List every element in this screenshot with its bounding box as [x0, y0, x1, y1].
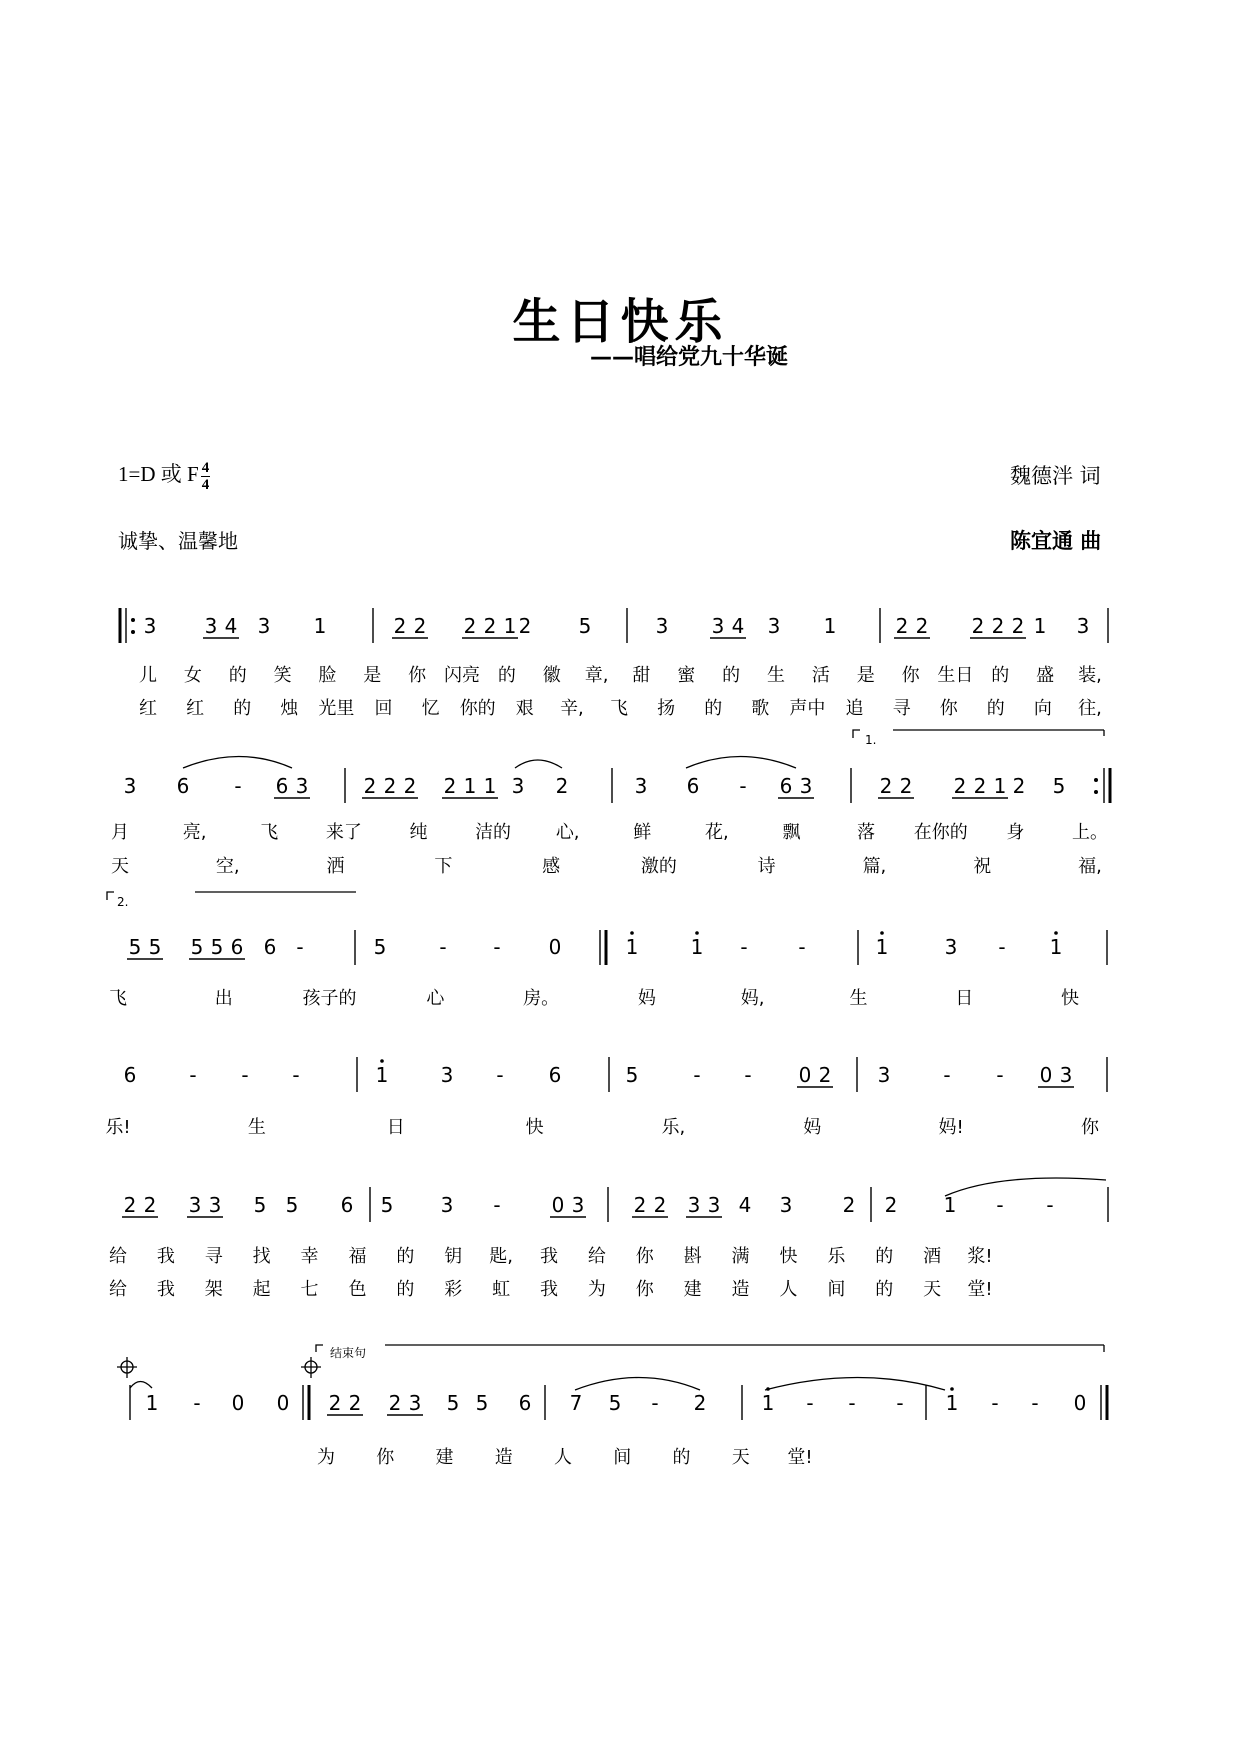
score-note: 1 — [625, 935, 639, 959]
lyric-syllable: 乐, — [661, 1117, 686, 1138]
lyric-syllable: 给 — [109, 1279, 127, 1300]
score-note: 1 — [875, 935, 889, 959]
lyric-syllable: 女 — [183, 665, 202, 686]
lyric-syllable: 我 — [540, 1279, 558, 1300]
lyric-syllable: 孩子的 — [302, 988, 357, 1009]
score-note: - — [193, 1391, 201, 1415]
score-note: 3 — [1076, 614, 1090, 638]
lyric-syllable: 生 — [247, 1117, 266, 1138]
score-note: 3 — [511, 774, 525, 798]
score-note: 1 — [503, 614, 517, 638]
lyric-syllable: 的 — [986, 698, 1005, 719]
time-bottom: 4 — [201, 476, 210, 493]
lyric-syllable: 回 — [374, 698, 393, 719]
score-note: 5 — [148, 935, 162, 959]
lyric-syllable: 色 — [348, 1279, 367, 1300]
lyric-syllable: 日 — [955, 988, 974, 1009]
lyric-syllable: 的 — [704, 698, 723, 719]
lyric-syllable: 心, — [555, 822, 580, 843]
score-note: 6 — [230, 935, 244, 959]
score-note: 0 — [1039, 1063, 1053, 1087]
lyric-syllable: 造 — [494, 1447, 513, 1468]
lyric-syllable: 追 — [845, 698, 864, 719]
score-note: 5 — [446, 1391, 460, 1415]
lyric-syllable: 的 — [497, 665, 516, 686]
lyric-syllable: 生 — [849, 988, 868, 1009]
score-note: 2 — [973, 774, 987, 798]
lyric-syllable: 给 — [109, 1246, 127, 1267]
score-note: 3 — [208, 1193, 222, 1217]
lyric-syllable: 辛, — [560, 698, 584, 719]
score-note: - — [996, 1193, 1004, 1217]
score-note: 0 — [276, 1391, 290, 1415]
score-note: 0 — [548, 935, 562, 959]
score-note: 2 — [463, 614, 477, 638]
lyric-syllable: 你 — [901, 665, 920, 686]
lyric-syllable: 扬 — [657, 698, 676, 719]
score-note: 4 — [731, 614, 745, 638]
lyric-syllable: 红 — [186, 698, 205, 719]
lyric-syllable: 妈 — [637, 988, 656, 1009]
lyric-syllable: 是 — [363, 665, 382, 686]
lyric-syllable: 日 — [386, 1117, 405, 1138]
score-note: 5 — [253, 1193, 267, 1217]
score-note: 2 — [895, 614, 909, 638]
lyric-syllable: 寻 — [204, 1246, 223, 1267]
score-note: 5 — [210, 935, 224, 959]
lyric-syllable: 人 — [554, 1447, 572, 1468]
lyric-syllable: 在你的 — [913, 822, 968, 843]
score-note: 1 — [483, 774, 497, 798]
lyric-syllable: 快 — [525, 1117, 544, 1138]
score-note: - — [848, 1391, 856, 1415]
score-note: - — [292, 1063, 300, 1087]
lyric-syllable: 装, — [1078, 665, 1102, 686]
score-note: 2 — [143, 1193, 157, 1217]
score-note: 2 — [971, 614, 985, 638]
score-note: 1 — [1033, 614, 1047, 638]
lyric-syllable: 建 — [435, 1447, 454, 1468]
score-note: 5 — [608, 1391, 622, 1415]
lyric-syllable: 烛 — [280, 698, 299, 719]
lyric-syllable: 飘 — [782, 822, 801, 843]
score-note: 2 — [443, 774, 457, 798]
score-note: 2 — [884, 1193, 898, 1217]
lyric-syllable: 造 — [731, 1279, 750, 1300]
score-note: 1 — [463, 774, 477, 798]
score-note: 2 — [879, 774, 893, 798]
key-text: 1=D 或 F — [118, 462, 199, 486]
lyric-syllable: 虹 — [492, 1279, 511, 1300]
lyric-syllable: 是 — [856, 665, 875, 686]
score-note: 5 — [578, 614, 592, 638]
lyric-syllable: 感 — [542, 856, 561, 877]
lyric-syllable: 快 — [779, 1246, 798, 1267]
score-note: 2 — [403, 774, 417, 798]
lyric-syllable: 生日 — [937, 665, 974, 686]
lyric-syllable: 笑 — [273, 665, 292, 686]
lyric-syllable: 我 — [156, 1246, 175, 1267]
lyric-syllable: 你 — [376, 1447, 395, 1468]
lyric-syllable: 上。 — [1072, 822, 1108, 843]
lyric-syllable: 天 — [731, 1447, 750, 1468]
lyric-syllable: 歌 — [751, 698, 770, 719]
score-note: - — [651, 1391, 659, 1415]
score-note: 2 — [393, 614, 407, 638]
score-note: 2 — [693, 1391, 707, 1415]
lyric-syllable: 你 — [635, 1279, 654, 1300]
lyric-syllable: 你 — [408, 665, 427, 686]
score-note: 3 — [779, 1193, 793, 1217]
score-note: - — [296, 935, 304, 959]
lyric-syllable: 的 — [672, 1447, 691, 1468]
score-note: 2 — [653, 1193, 667, 1217]
score-note: 0 — [551, 1193, 565, 1217]
lyric-syllable: 架 — [204, 1279, 223, 1300]
lyric-syllable: 快 — [1061, 988, 1079, 1009]
lyric-syllable: 活 — [811, 665, 830, 686]
score-note: - — [991, 1391, 999, 1415]
score-note: 1 — [145, 1391, 159, 1415]
score-note: 1 — [943, 1193, 957, 1217]
score-note: 6 — [779, 774, 793, 798]
lyric-syllable: 七 — [300, 1279, 319, 1300]
lyric-syllable: 妈 — [803, 1117, 822, 1138]
lyric-syllable: 建 — [683, 1279, 702, 1300]
lyric-syllable: 堂! — [967, 1279, 993, 1300]
lyric-syllable: 寻 — [892, 698, 911, 719]
score-note: 2 — [518, 614, 532, 638]
score-note: 5 — [625, 1063, 639, 1087]
score-note: 3 — [257, 614, 271, 638]
lyric-syllable: 光里 — [318, 698, 355, 719]
score-note: 5 — [373, 935, 387, 959]
score-note: 3 — [204, 614, 218, 638]
score-note: 6 — [263, 935, 277, 959]
coda-label: 结束句 — [330, 1346, 367, 1360]
lyric-syllable: 天 — [111, 856, 129, 877]
score-note: 2 — [555, 774, 569, 798]
lyric-syllable: 鲜 — [633, 822, 652, 843]
score-note: - — [693, 1063, 701, 1087]
score-note: 3 — [440, 1193, 454, 1217]
lyric-syllable: 身 — [1006, 822, 1025, 843]
lyric-syllable: 亮, — [182, 822, 207, 843]
lyric-syllable: 我 — [540, 1246, 558, 1267]
score-note: 2 — [1012, 774, 1026, 798]
score-note: 1 — [823, 614, 837, 638]
lyric-syllable: 的 — [396, 1246, 415, 1267]
lyric-syllable: 我 — [156, 1279, 175, 1300]
score-note: 2 — [899, 774, 913, 798]
lyric-syllable: 儿 — [139, 665, 157, 686]
score-note: - — [798, 935, 806, 959]
score-note: - — [493, 935, 501, 959]
score-note: 3 — [687, 1193, 701, 1217]
lyric-syllable: 浆! — [967, 1246, 993, 1267]
lyric-syllable: 往, — [1078, 698, 1102, 719]
score-note: 6 — [176, 774, 190, 798]
lyric-syllable: 向 — [1033, 698, 1052, 719]
lyric-syllable: 你 — [635, 1246, 654, 1267]
score-note: 3 — [634, 774, 648, 798]
score-note: - — [234, 774, 242, 798]
song-subtitle: ——唱给党九十华诞 — [590, 345, 789, 370]
lyric-syllable: 匙, — [489, 1246, 513, 1267]
lyric-syllable: 你 — [1081, 1117, 1099, 1138]
lyric-syllable: 飞 — [109, 988, 127, 1009]
score-note: - — [998, 935, 1006, 959]
lyric-syllable: 落 — [857, 822, 876, 843]
composer-credit: 陈宜通 曲 — [1010, 529, 1102, 553]
score-note: 2 — [123, 1193, 137, 1217]
lyric-syllable: 激的 — [640, 856, 677, 877]
score-note: - — [739, 774, 747, 798]
lyric-syllable: 幸 — [300, 1246, 319, 1267]
lyric-syllable: 篇, — [862, 856, 887, 877]
lyric-syllable: 空, — [215, 856, 240, 877]
score-note: 3 — [408, 1391, 422, 1415]
score-note: 0 — [231, 1391, 245, 1415]
score-note: 1 — [945, 1391, 959, 1415]
lyric-syllable: 堂! — [787, 1447, 813, 1468]
lyric-syllable: 给 — [587, 1246, 606, 1267]
score-note: - — [943, 1063, 951, 1087]
score-note: 2 — [915, 614, 929, 638]
score-note: 6 — [123, 1063, 137, 1087]
score-note: 2 — [842, 1193, 856, 1217]
score-note: 2 — [633, 1193, 647, 1217]
lyric-syllable: 飞 — [610, 698, 628, 719]
score-note: - — [806, 1391, 814, 1415]
score-note: 2 — [413, 614, 427, 638]
lyric-syllable: 的 — [722, 665, 741, 686]
score-note: 2 — [363, 774, 377, 798]
score-note: 3 — [711, 614, 725, 638]
lyric-syllable: 生 — [767, 665, 785, 686]
score-note: 7 — [569, 1391, 583, 1415]
volta-2-label: 2. — [117, 895, 129, 909]
score-note: 4 — [224, 614, 238, 638]
tempo-marking: 诚挚、温馨地 — [118, 529, 238, 553]
score-note: 6 — [340, 1193, 354, 1217]
score-note: 3 — [440, 1063, 454, 1087]
lyric-syllable: 妈! — [938, 1117, 964, 1138]
score-note: 2 — [388, 1391, 402, 1415]
score-note: 5 — [475, 1391, 489, 1415]
lyric-syllable: 乐! — [105, 1117, 131, 1138]
song-title: 生日快乐 — [512, 294, 729, 350]
lyric-syllable: 为 — [587, 1279, 606, 1300]
score-note: 6 — [518, 1391, 532, 1415]
score-note: 5 — [1052, 774, 1066, 798]
volta-1-label: 1. — [865, 733, 877, 747]
score-note: - — [896, 1391, 904, 1415]
lyric-syllable: 钥 — [444, 1246, 463, 1267]
score-note: 3 — [188, 1193, 202, 1217]
lyric-syllable: 起 — [252, 1279, 271, 1300]
lyric-syllable: 纯 — [409, 822, 428, 843]
score-note: - — [1046, 1193, 1054, 1217]
score-note: 2 — [383, 774, 397, 798]
score-note: 2 — [1011, 614, 1025, 638]
lyric-syllable: 酒 — [923, 1246, 942, 1267]
lyric-syllable: 乐 — [827, 1246, 846, 1267]
lyric-syllable: 满 — [731, 1246, 750, 1267]
score-note: 3 — [123, 774, 137, 798]
lyric-syllable: 找 — [252, 1246, 271, 1267]
score-note: 1 — [313, 614, 327, 638]
score-note: 3 — [143, 614, 157, 638]
score-note: 1 — [761, 1391, 775, 1415]
score-note: 2 — [953, 774, 967, 798]
lyric-syllable: 的 — [875, 1279, 894, 1300]
lyric-syllable: 甜 — [632, 665, 651, 686]
lyric-syllable: 出 — [214, 988, 233, 1009]
lyric-syllable: 月 — [111, 822, 129, 843]
score-note: 3 — [944, 935, 958, 959]
lyric-syllable: 的 — [875, 1246, 894, 1267]
score-note: 5 — [190, 935, 204, 959]
lyric-syllable: 间 — [613, 1447, 632, 1468]
lyric-syllable: 艰 — [515, 698, 534, 719]
lyric-syllable: 间 — [827, 1279, 846, 1300]
score-note: - — [740, 935, 748, 959]
score-note: 3 — [707, 1193, 721, 1217]
lyric-syllable: 房。 — [523, 988, 560, 1009]
score-note: 2 — [483, 614, 497, 638]
score-note: 6 — [686, 774, 700, 798]
lyric-syllable: 章, — [584, 665, 609, 686]
score-note: - — [496, 1063, 504, 1087]
lyric-syllable: 的 — [396, 1279, 415, 1300]
lyric-syllable: 蜜 — [677, 665, 696, 686]
lyric-syllable: 诗 — [757, 856, 776, 877]
lyric-syllable: 徽 — [542, 665, 561, 686]
score-note: 1 — [375, 1063, 389, 1087]
score-note: 2 — [348, 1391, 362, 1415]
score-note: 6 — [275, 774, 289, 798]
score-note: 6 — [548, 1063, 562, 1087]
score-note: 5 — [128, 935, 142, 959]
lyric-syllable: 的 — [233, 698, 252, 719]
score-note: - — [996, 1063, 1004, 1087]
lyric-syllable: 的 — [991, 665, 1010, 686]
score-note: 3 — [799, 774, 813, 798]
lyric-syllable: 你 — [939, 698, 958, 719]
score-note: 5 — [380, 1193, 394, 1217]
lyric-syllable: 飞 — [260, 822, 279, 843]
lyric-syllable: 洁的 — [475, 822, 512, 843]
lyric-syllable: 洒 — [326, 856, 345, 877]
lyric-syllable: 天 — [923, 1279, 942, 1300]
lyric-syllable: 为 — [317, 1447, 335, 1468]
score-note: - — [744, 1063, 752, 1087]
score-note: - — [189, 1063, 197, 1087]
lyric-syllable: 妈, — [740, 988, 765, 1009]
score-note: 1 — [690, 935, 704, 959]
score-note: 1 — [1049, 935, 1063, 959]
lyric-syllable: 祝 — [973, 856, 992, 877]
lyric-syllable: 闪亮 — [444, 665, 480, 686]
lyric-syllable: 的 — [228, 665, 247, 686]
score-note: 3 — [1059, 1063, 1073, 1087]
lyric-syllable: 人 — [779, 1279, 798, 1300]
score-note: 3 — [655, 614, 669, 638]
lyricist-credit: 魏德泮 词 — [1010, 464, 1101, 488]
lyric-syllable: 盛 — [1036, 665, 1055, 686]
score-note: 3 — [877, 1063, 891, 1087]
lyric-syllable: 下 — [434, 856, 453, 877]
time-top: 4 — [201, 459, 210, 476]
score-note: 0 — [798, 1063, 812, 1087]
score-note: 2 — [328, 1391, 342, 1415]
lyric-syllable: 斟 — [683, 1246, 702, 1267]
score-note: - — [493, 1193, 501, 1217]
score-note: 5 — [285, 1193, 299, 1217]
lyric-syllable: 心 — [426, 988, 445, 1009]
score-note: 0 — [1073, 1391, 1087, 1415]
score-note: - — [241, 1063, 249, 1087]
score-note: 2 — [991, 614, 1005, 638]
lyric-syllable: 来了 — [325, 822, 362, 843]
score-note: - — [1031, 1391, 1039, 1415]
lyric-syllable: 花, — [705, 822, 729, 843]
lyric-syllable: 脸 — [318, 665, 337, 686]
score-note: 3 — [767, 614, 781, 638]
lyric-syllable: 红 — [139, 698, 157, 719]
score-note: 3 — [295, 774, 309, 798]
score-note: 4 — [738, 1193, 752, 1217]
lyric-syllable: 你的 — [459, 698, 496, 719]
score-note: 1 — [993, 774, 1007, 798]
score-note: 3 — [571, 1193, 585, 1217]
lyric-syllable: 福 — [348, 1246, 367, 1267]
lyric-syllable: 彩 — [444, 1279, 463, 1300]
lyric-syllable: 福, — [1078, 856, 1102, 877]
lyric-syllable: 声中 — [789, 698, 826, 719]
lyric-syllable: 忆 — [421, 698, 440, 719]
score-note: 2 — [818, 1063, 832, 1087]
score-note: - — [439, 935, 447, 959]
